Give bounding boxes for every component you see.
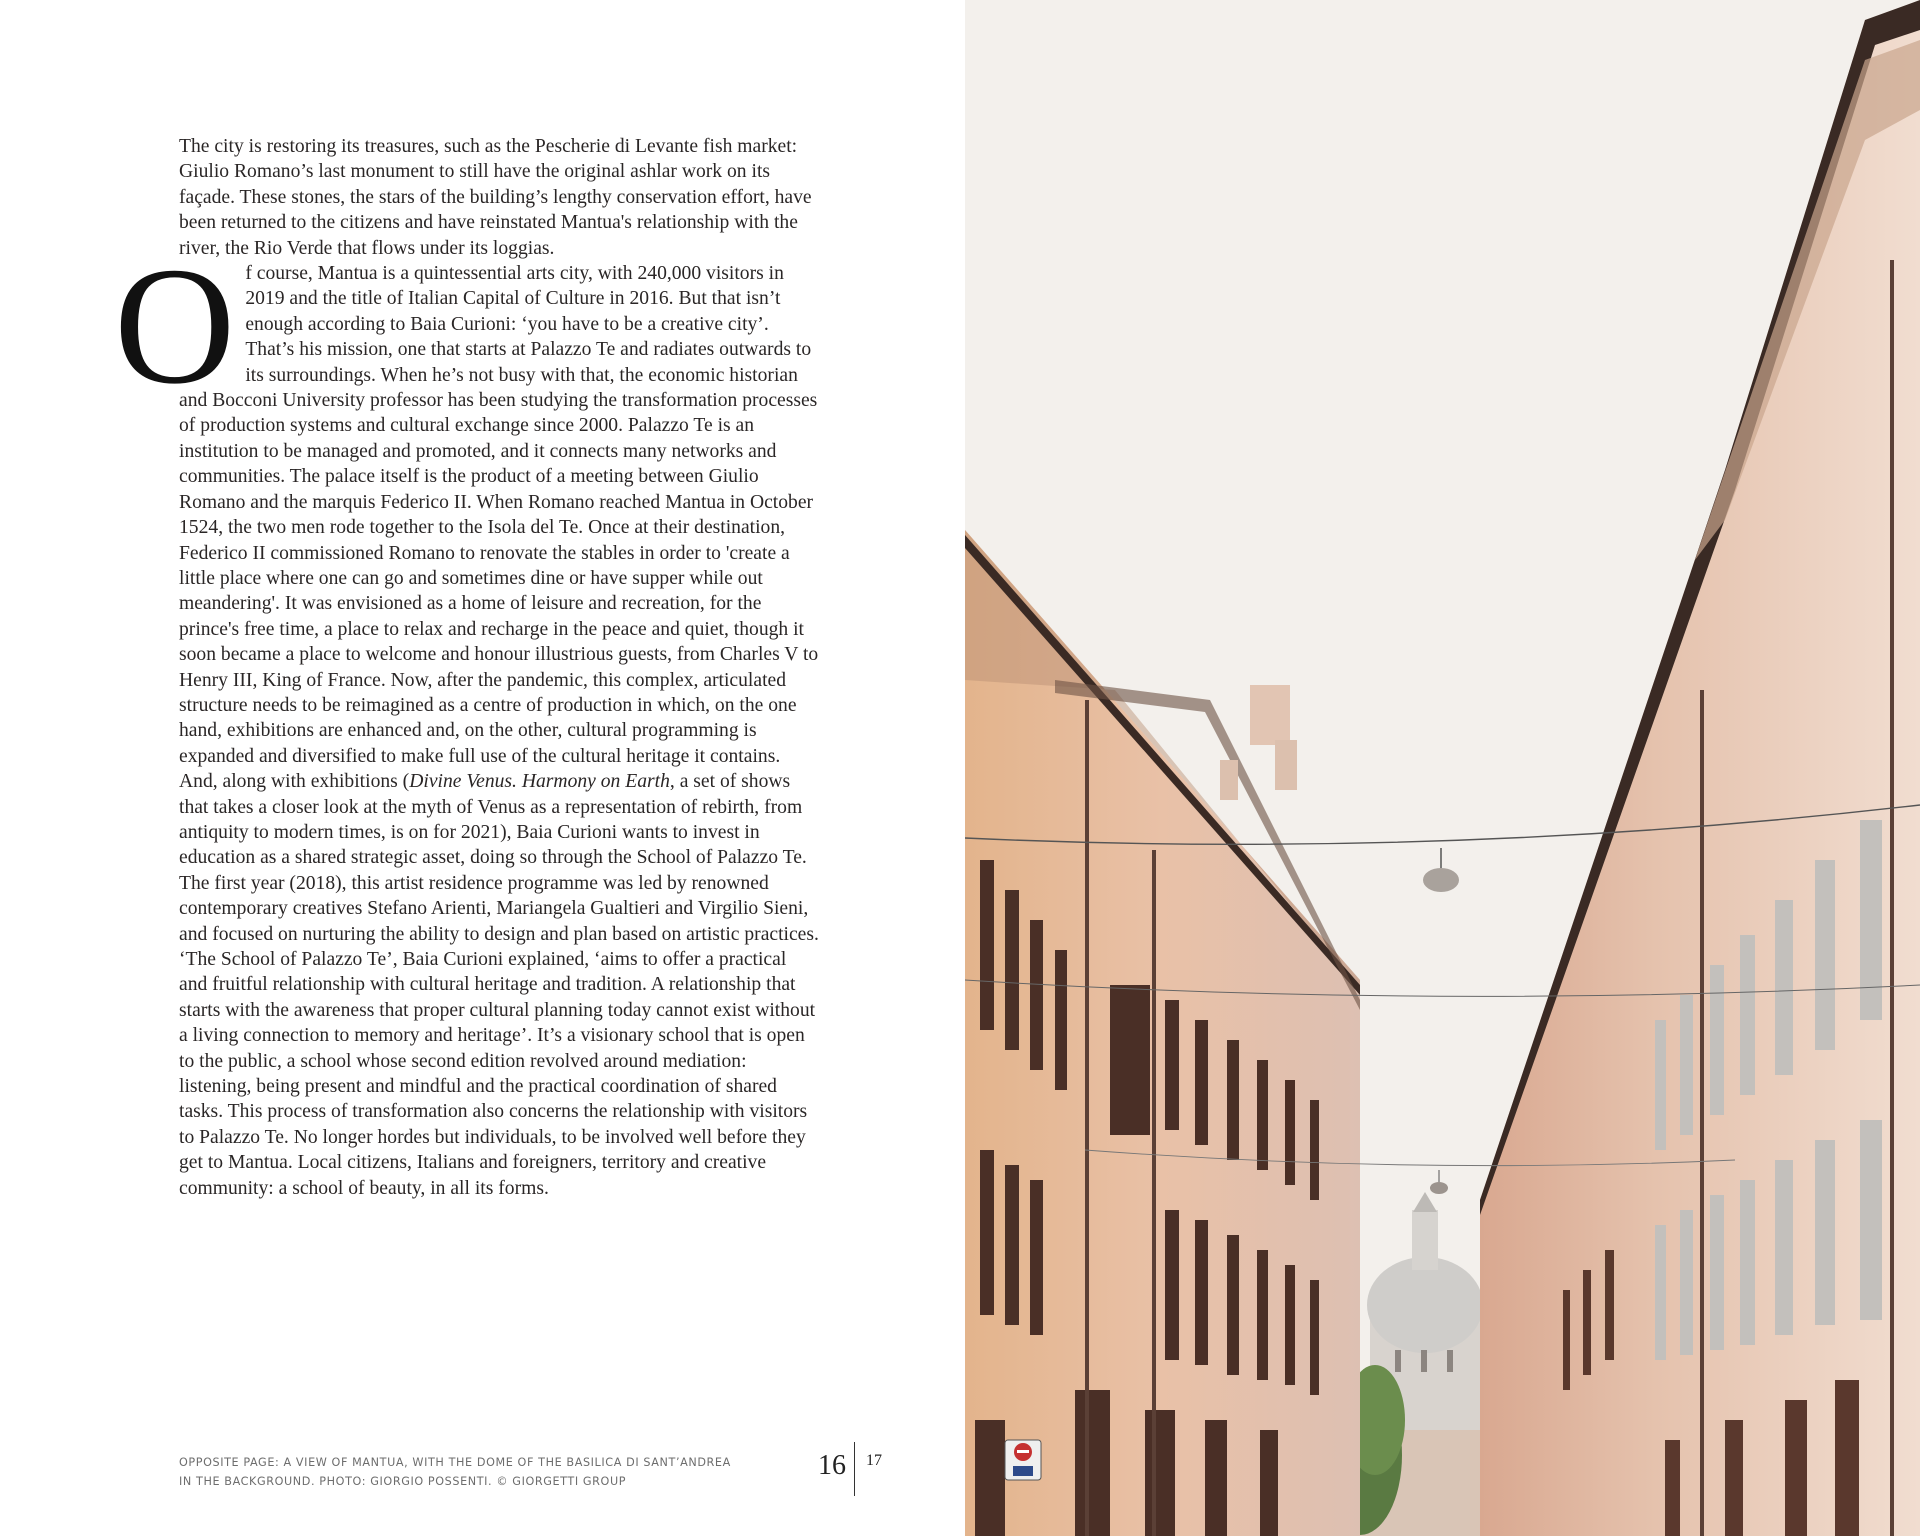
page-number-right: 17 (866, 1452, 882, 1469)
photo-caption (179, 1453, 731, 1491)
caption-line-1: OPPOSITE PAGE: A VIEW OF MANTUA, WITH THE DOME OF THE BASILICA DI SANT’ANDREA (179, 1456, 731, 1469)
main-paragraph-part2: , a set of shows that takes a closer look at the myth of Venus as a representation of rebirth, from antiquity to modern times, is on for 2021), Baia Curioni wants to invest in education as a shared strategic asset, doing so through the School of Palazzo Te. The first year (2018), this artist residence programme was led by renowned contemporary creatives Stefano Arienti, Mariangela Gualtieri and Virgilio Sieni, and focused on nurturing the ability to design and plan based on artistic practices. ‘The School of Palazzo Te’, Baia Curioni explained, ‘aims to offer a practical and fruitful relationship with cultural heritage and tradition. A relationship that starts with the awareness that proper cultural planning today cannot exist without a living connection to memory and heritage’. It’s a visionary school that is open to the public, a school whose second edition revolved around mediation: listening, being present and mindful and the practical coordination of shared tasks. This process of transformation also concerns the relationship with visitors to Palazzo Te. No longer hordes but individuals, to be involved well before they get to Mantua. Local citizens, Italians and foreigners, territory and creative community: a school of beauty, in all its forms. (179, 771, 819, 1199)
parking-sign (1005, 1440, 1041, 1480)
street-photo-illustration (965, 0, 1920, 1536)
drop-cap: O (114, 233, 236, 420)
article-body (114, 134, 819, 1201)
caption-line-2: IN THE BACKGROUND. PHOTO: GIORGIO POSSENTI. © GIORGETTI GROUP (179, 1475, 627, 1488)
main-paragraph-part1: f course, Mantua is a quintessential arts city, with 240,000 visitors in 2019 and the title of Italian Capital of Culture in 2016. But that isn’t enough according to Baia Curioni: ‘you have to be a creative city’. That’s his mission, one that starts at Palazzo Te and radiates outwards to its surroundings. When he’s not busy with that, the economic historian and Bocconi University professor has been studying the transformation processes of production systems and cultural exchange since 2000. Palazzo Te is an institution to be managed and promoted, and it connects many networks and communities. The palace itself is the product of a meeting between Giulio Romano and the marquis Federico II. When Romano reached Mantua in October 1524, the two men rode together to the Isola del Te. Once at their destination, Federico II commissioned Romano to renovate the stables in order to 'create a little place where one can go and sometimes dine or have supper while out meandering'. It was envisioned as a home of leisure and recreation, for the prince's free time, a place to relax and recharge in the peace and quiet, though it soon became a place to welcome and honour illustrious guests, from Charles V to Henry III, King of France. Now, after the pandemic, this complex, articulated structure needs to be reimagined as a centre of production in which, on the one hand, exhibitions are enhanced and, on the other, cultural programming is expanded and diversified to make full use of the cultural heritage it contains. And, along with exhibitions ( (179, 263, 819, 793)
page-number-left: 16 (818, 1450, 846, 1481)
intro-paragraph: The city is restoring its treasures, such as the Pescherie di Levante fish market: Giulio Romano’s last monument to still have the original ashlar work on its façade. These stones, the stars of the building’s lengthy conservation effort, have been returned to the citizens and have reinstated Mantua's relationship with the river, the Rio Verde that flows under its loggias. (179, 136, 812, 259)
street-photo (965, 0, 1920, 1536)
folio-divider (854, 1442, 855, 1496)
exhibition-title: Divine Venus. Harmony on Earth (409, 771, 670, 793)
main-paragraph (114, 233, 819, 1201)
